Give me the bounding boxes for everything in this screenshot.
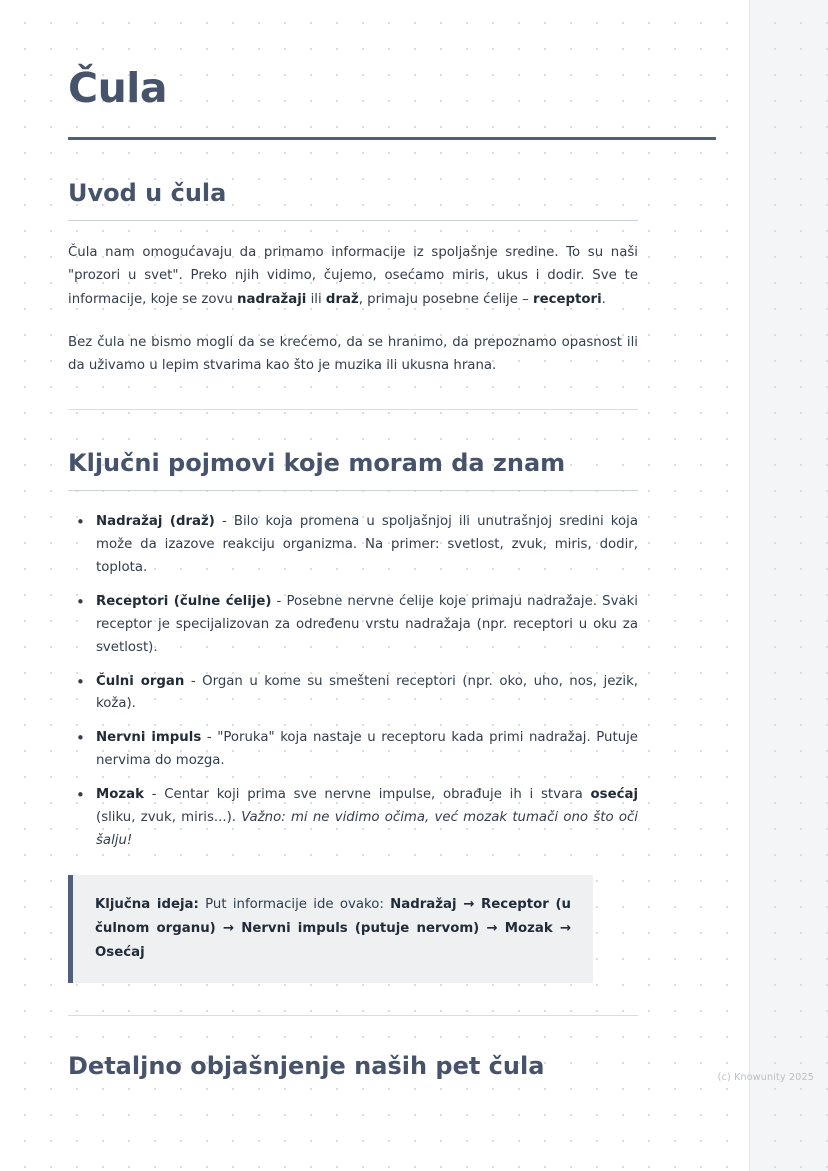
term-draz: draž xyxy=(325,291,359,307)
section-separator-bottom xyxy=(68,1015,638,1016)
section-heading-key-terms: Ključni pojmovi koje moram da znam xyxy=(68,449,566,478)
key-terms-list xyxy=(68,511,638,852)
list-item-term: Nervni impuls xyxy=(96,730,202,746)
list-item-term: Čulni organ xyxy=(96,673,185,689)
section-divider-key-terms xyxy=(68,490,638,491)
list-item-text-2: (sliku, zvuk, miris...). xyxy=(96,809,242,825)
list-item-bold-tail: osećaj xyxy=(590,787,638,803)
list-item xyxy=(68,591,638,660)
section-divider-intro xyxy=(68,220,638,221)
copyright-footer: (c) Knowunity 2025 xyxy=(717,1072,814,1083)
list-item-text: - Posebne nervne ćelije koje primaju nadražaje. Svaki receptor je specijalizovan za određenu vrstu nadražaja (npr. receptori u oku za svetlost). xyxy=(96,594,638,655)
term-receptori: receptori xyxy=(533,291,602,307)
intro-text-part-1: Čula nam omogućavaju da primamo informacije iz spoljašnje sredine. To su naši "prozori u svet". Preko njih vidimo, čujemo, osećamo miris, ukus i dodir. Sve te informacije, koje se zovu xyxy=(68,245,638,307)
key-idea-intro: Put informacije ide ovako: xyxy=(198,896,391,912)
page-right-margin-strip xyxy=(749,0,828,1171)
intro-text-part-4: . xyxy=(601,291,606,307)
section-heading-five-senses: Detaljno objašnjenje naših pet čula xyxy=(68,1052,545,1081)
list-item-italic-note: Važno: mi ne vidimo očima, već mozak tumači ono što oči šalju! xyxy=(96,809,638,848)
list-item-text: - Organ u kome su smešteni receptori (npr. oko, uho, nos, jezik, koža). xyxy=(96,673,638,712)
section-heading-intro: Uvod u čula xyxy=(68,179,227,208)
list-item-text: - Centar koji prima sve nervne impulse, obrađuje ih i stvara xyxy=(143,787,591,803)
key-idea-text xyxy=(95,893,571,966)
key-idea-callout xyxy=(68,875,593,984)
section-separator xyxy=(68,409,638,410)
intro-text-part-3: , primaju posebne ćelije – xyxy=(358,291,534,307)
list-item xyxy=(68,727,638,773)
list-item xyxy=(68,511,638,580)
list-item-text: - Bilo koja promena u spoljašnjoj ili unutrašnjoj sredini koja može da izazove reakciju organizma. Na primer: svetlost, zvuk, miris, dodir, toplota. xyxy=(96,514,638,576)
list-item-term: Receptori (čulne ćelije) xyxy=(96,594,272,609)
key-idea-label: Ključna ideja: xyxy=(95,896,199,912)
title-divider xyxy=(68,137,716,140)
intro-paragraph-1 xyxy=(68,241,638,311)
list-item-term: Mozak xyxy=(96,787,144,803)
list-item-term: Nadražaj (draž) xyxy=(96,514,215,530)
page-title: Čula xyxy=(68,64,167,112)
list-item xyxy=(68,671,638,717)
term-nadrazaji: nadražaji xyxy=(237,291,307,307)
key-idea-flow: Nadražaj → Receptor (u čulnom organu) → Nervni impuls (putuje nervom) → Mozak → Osećaj xyxy=(95,896,571,960)
intro-paragraph-2: Bez čula ne bismo mogli da se krećemo, da se hranimo, da prepoznamo opasnost ili da uživamo u lepim stvarima kao što je muzika ili ukusna hrana. xyxy=(68,334,638,374)
list-item-text: - "Poruka" koja nastaje u receptoru kada primi nadražaj. Putuje nervima do mozga. xyxy=(96,730,638,769)
intro-text-part-2: ili xyxy=(306,291,326,307)
document-content xyxy=(68,0,638,1080)
list-item xyxy=(68,784,638,853)
